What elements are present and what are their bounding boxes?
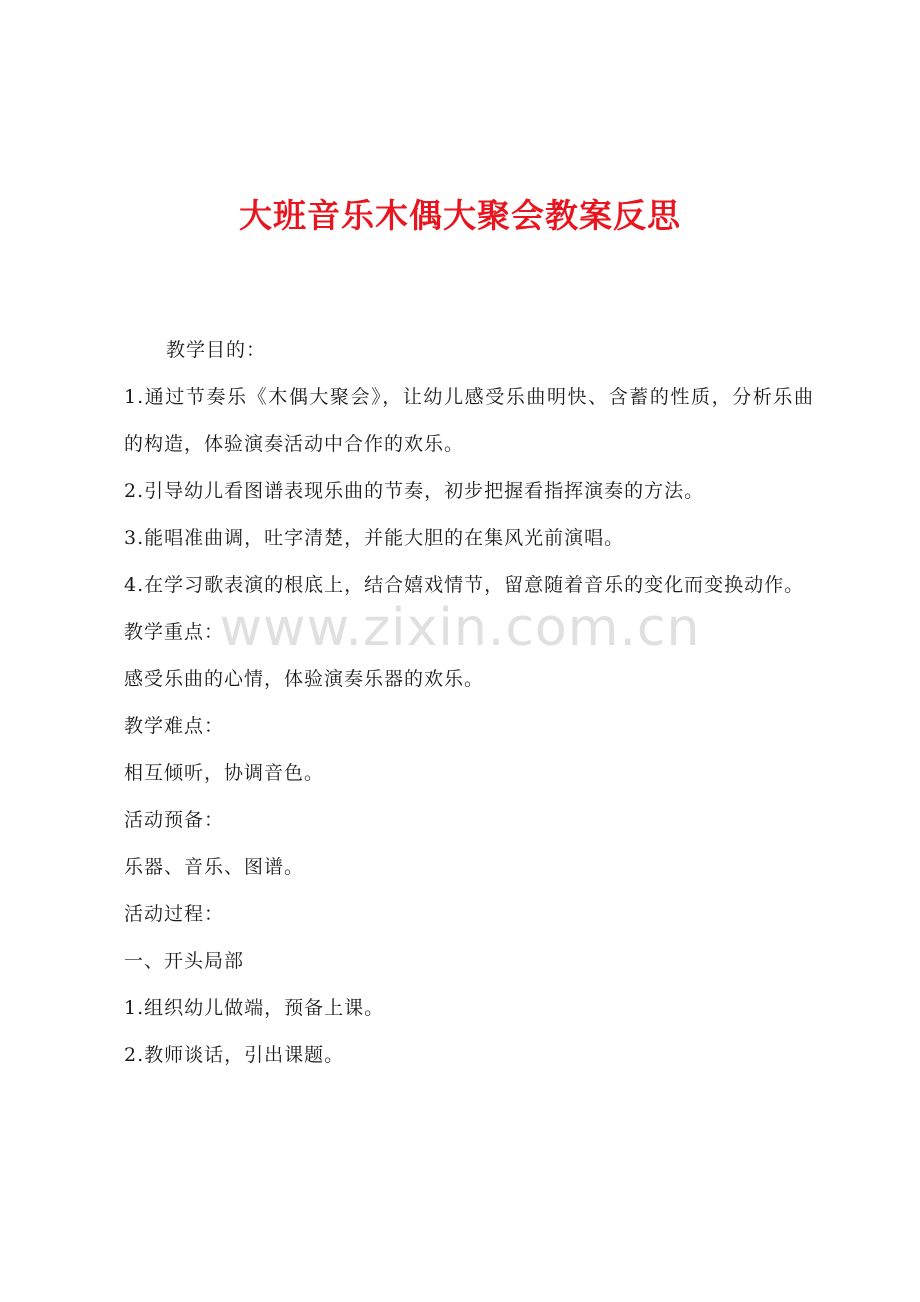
paragraph-key-points-heading: 教学重点： [124,621,225,643]
paragraph-process-part-1: 一、开头局部 [124,950,245,972]
paragraph-goal-2: 2.引导幼儿看图谱表现乐曲的节奏，初步把握看指挥演奏的方法。 [124,480,705,502]
watermark: www.zixin.com.cn [219,598,701,658]
paragraph-process-heading: 活动过程： [124,903,225,925]
paragraph-preparation: 乐器、音乐、图谱。 [124,856,305,878]
paragraph-goal-3: 3.能唱准曲调，吐字清楚，并能大胆的在集风光前演唱。 [124,527,625,549]
paragraph-difficulties: 相互倾听，协调音色。 [124,762,325,784]
paragraph-process-step-1: 1.组织幼儿做端，预备上课。 [124,997,385,1019]
document-title: 大班音乐木偶大聚会教案反思 [239,196,681,235]
paragraph-goal-4: 4.在学习歌表演的根底上，结合嬉戏情节，留意随着音乐的变化而变换动作。 [124,574,805,596]
paragraph-teaching-goals-heading: 教学目的： [166,339,267,361]
paragraph-difficulties-heading: 教学难点： [124,715,225,737]
paragraph-preparation-heading: 活动预备： [124,809,225,831]
paragraph-goal-1: 1.通过节奏乐《木偶大聚会》，让幼儿感受乐曲明快、含蓄的性质，分析乐曲的构造，体验演奏活动中合作的欢乐。 [124,386,814,455]
document-body [124,327,814,1079]
paragraph-process-step-2: 2.教师谈话，引出课题。 [124,1044,345,1066]
paragraph-key-points: 感受乐曲的心情，体验演奏乐器的欢乐。 [124,668,485,690]
